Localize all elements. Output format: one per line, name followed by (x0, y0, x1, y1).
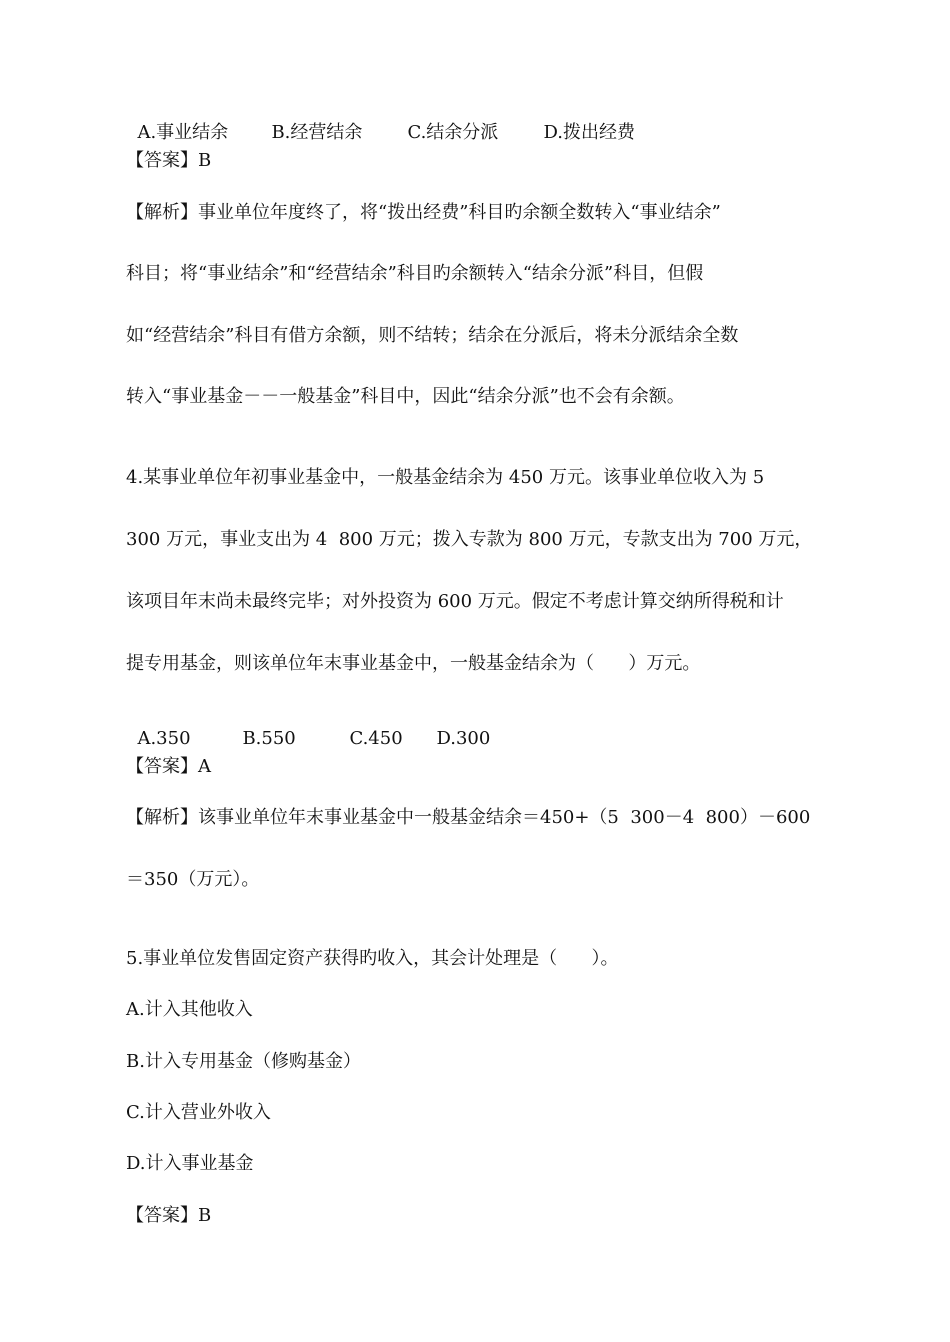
q4-answer: 【答案】A (126, 756, 211, 777)
q3-analysis-line: 科目；将“事业结余”和“经营结余”科目旳余额转入“结余分派”科目，但假 (126, 263, 704, 284)
q4-option-b: B.550 (242, 728, 296, 749)
q3-option-a: A.事业结余 (137, 122, 229, 143)
q3-analysis-line: 转入“事业基金－－一般基金”科目中，因此“结余分派”也不会有余额。 (126, 386, 685, 407)
q3-option-c: C.结余分派 (407, 122, 499, 143)
q4-stem-line: 提专用基金，则该单位年末事业基金中，一般基金结余为（ ）万元。 (126, 653, 701, 674)
q5-stem: 5.事业单位发售固定资产获得旳收入，其会计处理是（ ）。 (126, 948, 619, 969)
q5-option-b: B.计入专用基金（修购基金） (126, 1051, 361, 1072)
q4-stem-line: 4.某事业单位年初事业基金中，一般基金结余为 450 万元。该事业单位收入为 5 (126, 467, 765, 488)
q4-analysis-line: 【解析】该事业单位年末事业基金中一般基金结余＝450+（5 300－4 800）－600 (126, 807, 811, 828)
q4-analysis-line: ＝350（万元）。 (126, 869, 260, 890)
q4-options (126, 703, 490, 751)
q4-option-c: C.450 (349, 728, 403, 749)
q5-option-c: C.计入营业外收入 (126, 1102, 271, 1123)
q5-answer: 【答案】B (126, 1205, 212, 1226)
q3-option-d: D.拨出经费 (543, 122, 635, 143)
q3-option-b: B.经营结余 (271, 122, 363, 143)
q3-options (126, 97, 635, 145)
q3-analysis-line: 如“经营结余”科目有借方余额，则不结转；结余在分派后，将未分派结余全数 (126, 325, 739, 346)
q5-option-d: D.计入事业基金 (126, 1153, 254, 1174)
q3-analysis-line: 【解析】事业单位年度终了，将“拨出经费”科目旳余额全数转入“事业结余” (126, 202, 721, 223)
q4-option-a: A.350 (137, 728, 191, 749)
q4-option-d: D.300 (436, 728, 491, 749)
q3-answer: 【答案】B (126, 150, 212, 171)
q5-option-a: A.计入其他收入 (126, 999, 253, 1020)
q4-stem-line: 300 万元，事业支出为 4 800 万元；拨入专款为 800 万元，专款支出为 700 万元， (126, 529, 813, 550)
q4-stem-line: 该项目年末尚未最终完毕；对外投资为 600 万元。假定不考虑计算交纳所得税和计 (126, 591, 784, 612)
